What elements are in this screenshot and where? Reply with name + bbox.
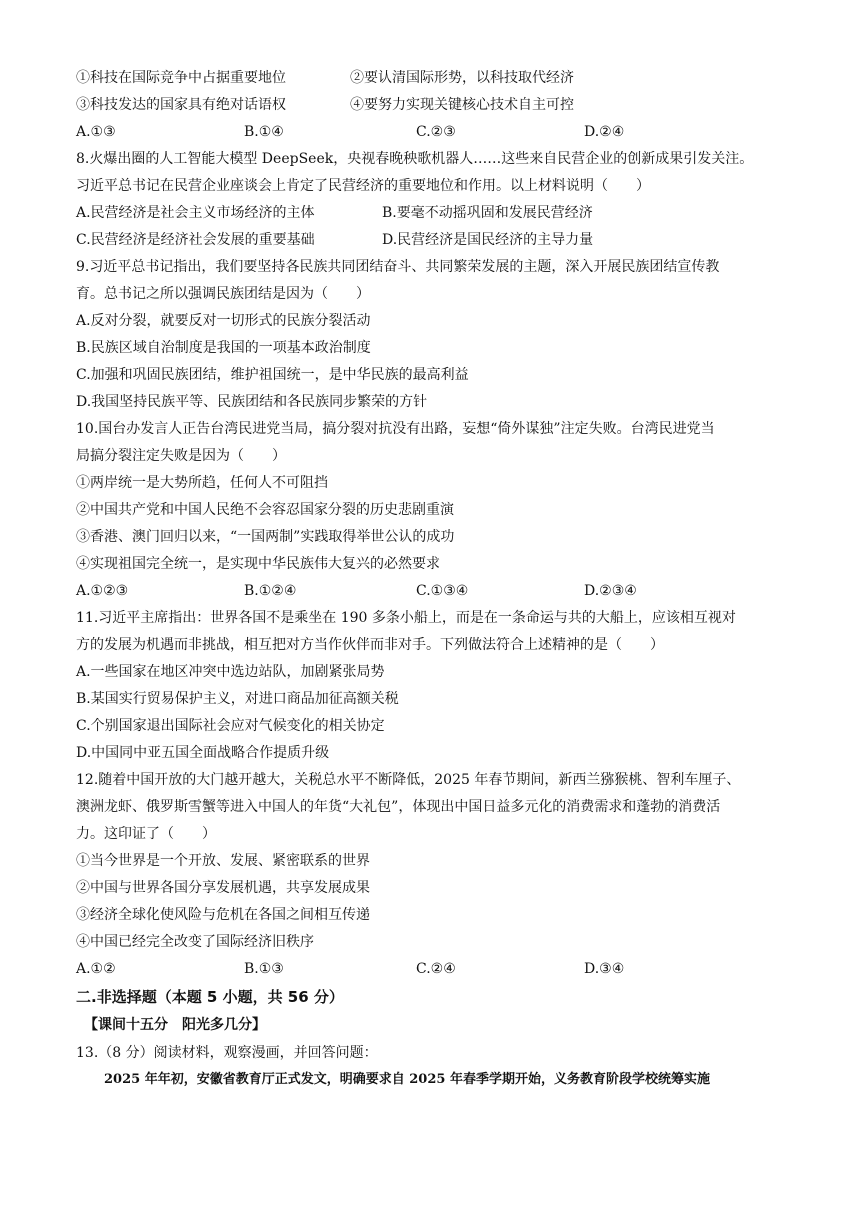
q7-option-2: ②要认清国际形势，以科技取代经济 (350, 70, 574, 86)
q10-choice-d: D.②③④ (584, 583, 637, 599)
q10-option-3: ③香港、澳门回归以来，“一国两制”实践取得举世公认的成功 (76, 529, 455, 545)
q10-stem-line-1: 10.国台办发言人正告台湾民进党当局，搞分裂对抗没有出路，妄想“倚外谋独”注定失败。台湾民进党当 (76, 421, 715, 437)
q7-option-1: ①科技在国际竞争中占据重要地位 (76, 70, 286, 86)
q12-choice-b: B.①③ (244, 961, 284, 977)
q9-choice-a: A.反对分裂，就要反对一切形式的民族分裂活动 (76, 313, 371, 329)
q11-choice-a: A.一些国家在地区冲突中选边站队，加剧紧张局势 (76, 664, 385, 680)
q12-option-3: ③经济全球化使风险与危机在各国之间相互传递 (76, 907, 370, 923)
q12-choice-a: A.①② (76, 961, 116, 977)
q8-choice-b: B.要毫不动摇巩固和发展民营经济 (382, 205, 593, 221)
q10-option-4: ④实现祖国完全统一，是实现中华民族伟大复兴的必然要求 (76, 556, 440, 572)
q7-choice-b: B.①④ (244, 124, 284, 140)
q11-choice-c: C.个别国家退出国际社会应对气候变化的相关协定 (76, 718, 385, 734)
q7-option-4: ④要努力实现关键核心技术自主可控 (350, 97, 574, 113)
q9-choice-b: B.民族区域自治制度是我国的一项基本政治制度 (76, 340, 371, 356)
q12-stem-line-3: 力。这印证了（ ） (76, 826, 216, 842)
q12-stem-line-1: 12.随着中国开放的大门越开越大，关税总水平不断降低，2025 年春节期间，新西兰猕猴桃、智利车厘子、 (76, 772, 741, 788)
q10-option-2: ②中国共产党和中国人民绝不会容忍国家分裂的历史悲剧重演 (76, 502, 454, 518)
q12-option-2: ②中国与世界各国分享发展机遇，共享发展成果 (76, 880, 370, 896)
q7-choices (76, 122, 796, 142)
q10-choice-b: B.①②④ (244, 583, 297, 599)
q10-option-1: ①两岸统一是大势所趋，任何人不可阻挡 (76, 475, 328, 491)
q7-choice-a: A.①③ (76, 124, 116, 140)
q9-stem-line-2: 育。总书记之所以强调民族团结是因为（ ） (76, 286, 370, 302)
q11-stem-line-2: 方的发展为机遇而非挑战，相互把对方当作伙伴而非对手。下列做法符合上述精神的是（ ） (76, 637, 664, 653)
q9-stem-line-1: 9.习近平总书记指出，我们要坚持各民族共同团结奋斗、共同繁荣发展的主题，深入开展民族团结宣传教 (76, 259, 720, 275)
q11-choice-b: B.某国实行贸易保护主义，对进口商品加征高额关税 (76, 691, 399, 707)
q10-stem-line-2: 局搞分裂注定失败是因为（ ） (76, 448, 286, 464)
q11-stem-line-1: 11.习近平主席指出：世界各国不是乘坐在 190 多条小船上，而是在一条命运与共的大船上，应该相互视对 (76, 610, 736, 626)
q7-options-row-2 (76, 95, 796, 115)
q7-choice-c: C.②③ (416, 124, 456, 140)
q8-choices-row-1 (76, 203, 796, 223)
q13-material-line-1: 2025 年年初，安徽省教育厅正式发文，明确要求自 2025 年春季学期开始，义务教育阶段学校统筹实施 (104, 1072, 710, 1087)
section-2-tag: 【课间十五分 阳光多几分】 (84, 1017, 266, 1033)
section-2-title: 二.非选择题（本题 5 小题，共 56 分） (76, 988, 344, 1006)
q7-option-3: ③科技发达的国家具有绝对话语权 (76, 97, 286, 113)
q12-choice-c: C.②④ (416, 961, 456, 977)
q7-choice-d: D.②④ (584, 124, 625, 140)
q7-options-row-1 (76, 68, 796, 88)
q12-choices (76, 959, 796, 979)
q8-choice-d: D.民营经济是国民经济的主导力量 (382, 232, 594, 248)
q10-choice-a: A.①②③ (76, 583, 129, 599)
q9-choice-d: D.我国坚持民族平等、民族团结和各民族同步繁荣的方针 (76, 394, 428, 410)
q12-option-1: ①当今世界是一个开放、发展、紧密联系的世界 (76, 853, 370, 869)
q8-choices-row-2 (76, 230, 796, 250)
q10-choices (76, 581, 796, 601)
q8-stem-line-2: 习近平总书记在民营企业座谈会上肯定了民营经济的重要地位和作用。以上材料说明（ ） (76, 178, 650, 194)
q13-stem: 13.（8 分）阅读材料，观察漫画，并回答问题： (76, 1045, 378, 1061)
q12-choice-d: D.③④ (584, 961, 625, 977)
q11-choice-d: D.中国同中亚五国全面战略合作提质升级 (76, 745, 330, 761)
q9-choice-c: C.加强和巩固民族团结，维护祖国统一，是中华民族的最高利益 (76, 367, 469, 383)
q12-option-4: ④中国已经完全改变了国际经济旧秩序 (76, 934, 314, 950)
q10-choice-c: C.①③④ (416, 583, 469, 599)
q8-choice-c: C.民营经济是经济社会发展的重要基础 (76, 232, 315, 248)
q8-stem-line-1: 8.火爆出圈的人工智能大模型 DeepSeek，央视春晚秧歌机器人……这些来自民营企业的创新成果引发关注。 (76, 151, 754, 167)
q12-stem-line-2: 澳洲龙虾、俄罗斯雪蟹等进入中国人的年货“大礼包”，体现出中国日益多元化的消费需求和蓬勃的消费活 (76, 799, 721, 815)
q8-choice-a: A.民营经济是社会主义市场经济的主体 (76, 205, 315, 221)
